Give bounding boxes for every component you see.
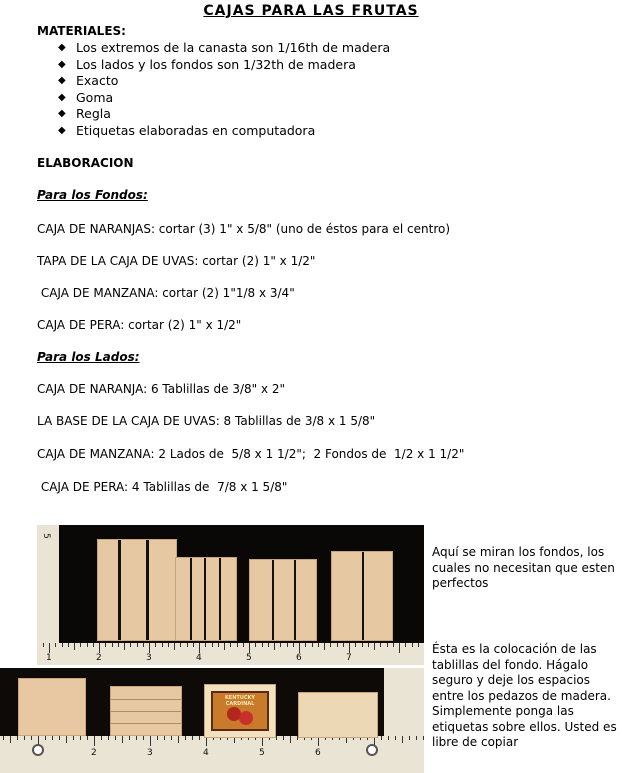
ruler-number: 1 xyxy=(46,653,52,663)
ruler-tick xyxy=(59,736,60,740)
ruler-number: 6 xyxy=(296,653,302,663)
ruler-tick xyxy=(262,643,263,647)
ruler-ring-icon xyxy=(32,744,44,756)
ruler-number: 3 xyxy=(147,748,153,758)
ruler-tick xyxy=(162,643,163,647)
ruler-tick xyxy=(324,643,325,650)
ruler-tick xyxy=(224,643,225,650)
ruler-tick xyxy=(101,736,102,740)
materials-item-label: Los lados y los fondos son 1/32th de madera xyxy=(76,56,356,72)
ruler-tick xyxy=(130,643,131,647)
ruler-tick xyxy=(283,736,284,740)
ruler-tick xyxy=(55,643,56,647)
ruler-tick xyxy=(149,643,150,653)
diamond-bullet-icon: ◆ xyxy=(58,124,66,136)
fondos-line-3: CAJA DE MANZANA: cortar (2) 1"1/8 x 3/4" xyxy=(37,286,295,300)
ruler-tick xyxy=(402,736,403,743)
ruler-tick xyxy=(205,643,206,647)
ruler-tick xyxy=(124,643,125,650)
ruler-tick xyxy=(388,736,389,740)
ruler-number: 5 xyxy=(246,653,252,663)
crate-manzana-fondo xyxy=(249,559,317,641)
ruler-tick xyxy=(343,643,344,647)
ruler-tick xyxy=(118,643,119,647)
ruler-vertical xyxy=(37,525,59,643)
ruler-tick xyxy=(122,736,123,743)
ruler-tick xyxy=(409,736,410,740)
ruler-tick xyxy=(337,643,338,647)
materials-item xyxy=(58,123,390,140)
materials-item-label: Regla xyxy=(76,106,111,121)
ruler-tick xyxy=(150,736,151,746)
ruler-tick xyxy=(66,736,67,743)
ruler-tick xyxy=(355,643,356,647)
ruler-tick xyxy=(199,643,200,653)
ruler-tick xyxy=(280,643,281,647)
ruler-ring-icon xyxy=(366,744,378,756)
ruler-tick xyxy=(381,736,382,740)
apple-image-icon xyxy=(239,711,253,725)
fondos-line-4: CAJA DE PERA: cortar (2) 1" x 1/2" xyxy=(37,318,242,332)
ruler-number: 2 xyxy=(91,748,97,758)
ruler-tick xyxy=(157,736,158,740)
diamond-bullet-icon: ◆ xyxy=(58,108,66,119)
ruler-tick xyxy=(412,643,413,647)
materials-item xyxy=(58,90,390,107)
ruler-tick xyxy=(230,643,231,647)
crate-naranjas-lado xyxy=(18,678,86,736)
ruler-tick xyxy=(312,643,313,647)
ruler-tick xyxy=(143,736,144,740)
ruler-tick xyxy=(374,643,375,650)
ruler-tick xyxy=(318,643,319,647)
materials-item-label: Los extremos de la canasta son 1/16th de madera xyxy=(76,40,391,55)
ruler-number: 5 xyxy=(259,748,265,758)
caption-bottom: Ésta es la colocación de las tablillas del fondo. Hágalo seguro y deje los espacios entre los pedazos de madera. Simplemente ponga las etiquetas sobre ellos. Usted es libre de copiar xyxy=(432,642,617,749)
ruler-tick xyxy=(287,643,288,647)
ruler-tick xyxy=(155,643,156,647)
ruler-tick xyxy=(393,643,394,647)
ruler-tick xyxy=(62,643,63,647)
lados-heading: Para los Lados: xyxy=(37,350,140,364)
materials-heading: MATERIALES: xyxy=(37,24,126,38)
ruler-tick xyxy=(192,736,193,740)
ruler-tick xyxy=(349,643,350,653)
ruler-tick xyxy=(178,736,179,743)
ruler-tick xyxy=(274,643,275,650)
ruler-tick xyxy=(395,736,396,740)
ruler-tick xyxy=(171,736,172,740)
ruler-tick xyxy=(362,643,363,647)
materials-item xyxy=(58,40,390,57)
ruler-number: 4 xyxy=(203,748,209,758)
crate-pera-fondo xyxy=(331,551,393,641)
ruler-tick xyxy=(368,643,369,647)
fondos-line-2: TAPA DE LA CAJA DE UVAS: cortar (2) 1" x 1/2" xyxy=(37,254,316,268)
ruler-tick xyxy=(290,736,291,743)
crate-manzana-lado xyxy=(204,684,276,738)
elaboracion-heading: ELABORACION xyxy=(37,156,134,170)
ruler-tick xyxy=(168,643,169,647)
ruler-tick xyxy=(80,736,81,740)
ruler-tick xyxy=(416,736,417,740)
ruler-tick xyxy=(164,736,165,740)
page-title: CAJAS PARA LAS FRUTAS xyxy=(203,3,419,19)
ruler-tick xyxy=(193,643,194,647)
ruler-tick xyxy=(94,736,95,746)
lados-line-1: CAJA DE NARANJA: 6 Tablillas de 3/8" x 2" xyxy=(37,382,286,396)
photo-lados xyxy=(0,668,424,773)
ruler-tick xyxy=(10,736,11,743)
ruler-tick xyxy=(3,736,4,740)
ruler-tick xyxy=(199,736,200,740)
fruit-label-text: KENTUCKY CARDINAL xyxy=(224,695,256,707)
ruler-tick xyxy=(80,643,81,647)
ruler-tick xyxy=(249,643,250,653)
ruler-tick xyxy=(45,736,46,740)
ruler-tick xyxy=(99,643,100,653)
crate-naranjas-fondo xyxy=(97,539,177,641)
ruler-tick xyxy=(299,643,300,653)
ruler-tick xyxy=(380,643,381,647)
ruler-number: 4 xyxy=(196,653,202,663)
ruler-tick xyxy=(129,736,130,740)
ruler-tick xyxy=(180,643,181,647)
ruler-tick xyxy=(212,643,213,647)
ruler-tick xyxy=(49,643,50,653)
ruler-tick xyxy=(87,736,88,740)
lados-line-4: CAJA DE PERA: 4 Tablillas de 7/8 x 1 5/8" xyxy=(37,480,288,494)
materials-item xyxy=(58,57,390,74)
materials-item xyxy=(58,106,390,123)
caption-top: Aquí se miran los fondos, los cuales no necesitan que esten perfectos xyxy=(432,545,615,590)
diamond-bullet-icon: ◆ xyxy=(58,42,66,53)
ruler-tick xyxy=(255,643,256,647)
ruler-tick xyxy=(237,643,238,647)
ruler-tick xyxy=(218,643,219,647)
ruler-number: 3 xyxy=(146,653,152,663)
ruler-tick xyxy=(330,643,331,647)
ruler-number: 2 xyxy=(96,653,102,663)
ruler-number: 6 xyxy=(315,748,321,758)
ruler-tick xyxy=(52,736,53,740)
ruler-tick xyxy=(43,643,44,647)
ruler-tick xyxy=(108,736,109,740)
ruler-tick xyxy=(305,643,306,647)
ruler-tick xyxy=(276,736,277,740)
ruler-tick xyxy=(418,643,419,647)
ruler-tick xyxy=(268,643,269,647)
ruler-tick xyxy=(24,736,25,740)
diamond-bullet-icon: ◆ xyxy=(58,75,66,86)
ruler-tick xyxy=(399,643,400,653)
diamond-bullet-icon: ◆ xyxy=(58,91,66,103)
ruler-tick xyxy=(17,736,18,740)
fondos-line-1: CAJA DE NARANJAS: cortar (3) 1" x 5/8" (uno de éstos para el centro) xyxy=(37,222,451,236)
ruler-tick xyxy=(73,736,74,740)
fondos-heading: Para los Fondos: xyxy=(37,188,148,202)
ruler-tick xyxy=(405,643,406,647)
lados-line-3: CAJA DE MANZANA: 2 Lados de 5/8 x 1 1/2"; 2 Fondos de 1/2 x 1 1/2" xyxy=(37,447,465,461)
ruler-horizontal xyxy=(37,643,424,665)
ruler-tick xyxy=(174,643,175,650)
ruler-tick xyxy=(243,643,244,647)
ruler-number: 7 xyxy=(346,653,352,663)
ruler-tick xyxy=(115,736,116,740)
ruler-tick xyxy=(137,643,138,647)
ruler-tick xyxy=(112,643,113,647)
ruler-tick xyxy=(93,643,94,647)
ruler-tick xyxy=(87,643,88,647)
ruler-tick xyxy=(74,643,75,650)
crate-pera-lado xyxy=(298,692,378,738)
materials-item-label: Etiquetas elaboradas en computadora xyxy=(76,122,316,138)
ruler-tick xyxy=(68,643,69,647)
ruler-vertical-right xyxy=(384,668,424,736)
ruler-tick xyxy=(423,736,424,740)
ruler-tick xyxy=(31,736,32,740)
crate-uvas-lado xyxy=(110,686,182,736)
ruler-tick xyxy=(143,643,144,647)
lados-line-2: LA BASE DE LA CAJA DE UVAS: 8 Tablillas de 3/8 x 1 5/8" xyxy=(37,414,376,428)
ruler-tick xyxy=(293,643,294,647)
ruler-tick xyxy=(185,736,186,740)
diamond-bullet-icon: ◆ xyxy=(58,58,66,70)
ruler-tick xyxy=(387,643,388,647)
fruit-label xyxy=(211,691,269,731)
materials-item xyxy=(58,73,390,90)
materials-item-label: Goma xyxy=(76,89,114,105)
materials-item-label: Exacto xyxy=(76,73,119,88)
ruler-tick xyxy=(105,643,106,647)
materials-list xyxy=(58,40,390,139)
crate-uvas-fondo xyxy=(175,557,237,641)
ruler-tick xyxy=(187,643,188,647)
ruler-horizontal-bottom xyxy=(0,736,424,773)
ruler-tick xyxy=(136,736,137,740)
ruler-vertical-number: 5 xyxy=(40,533,51,539)
photo-fondos xyxy=(37,525,424,665)
